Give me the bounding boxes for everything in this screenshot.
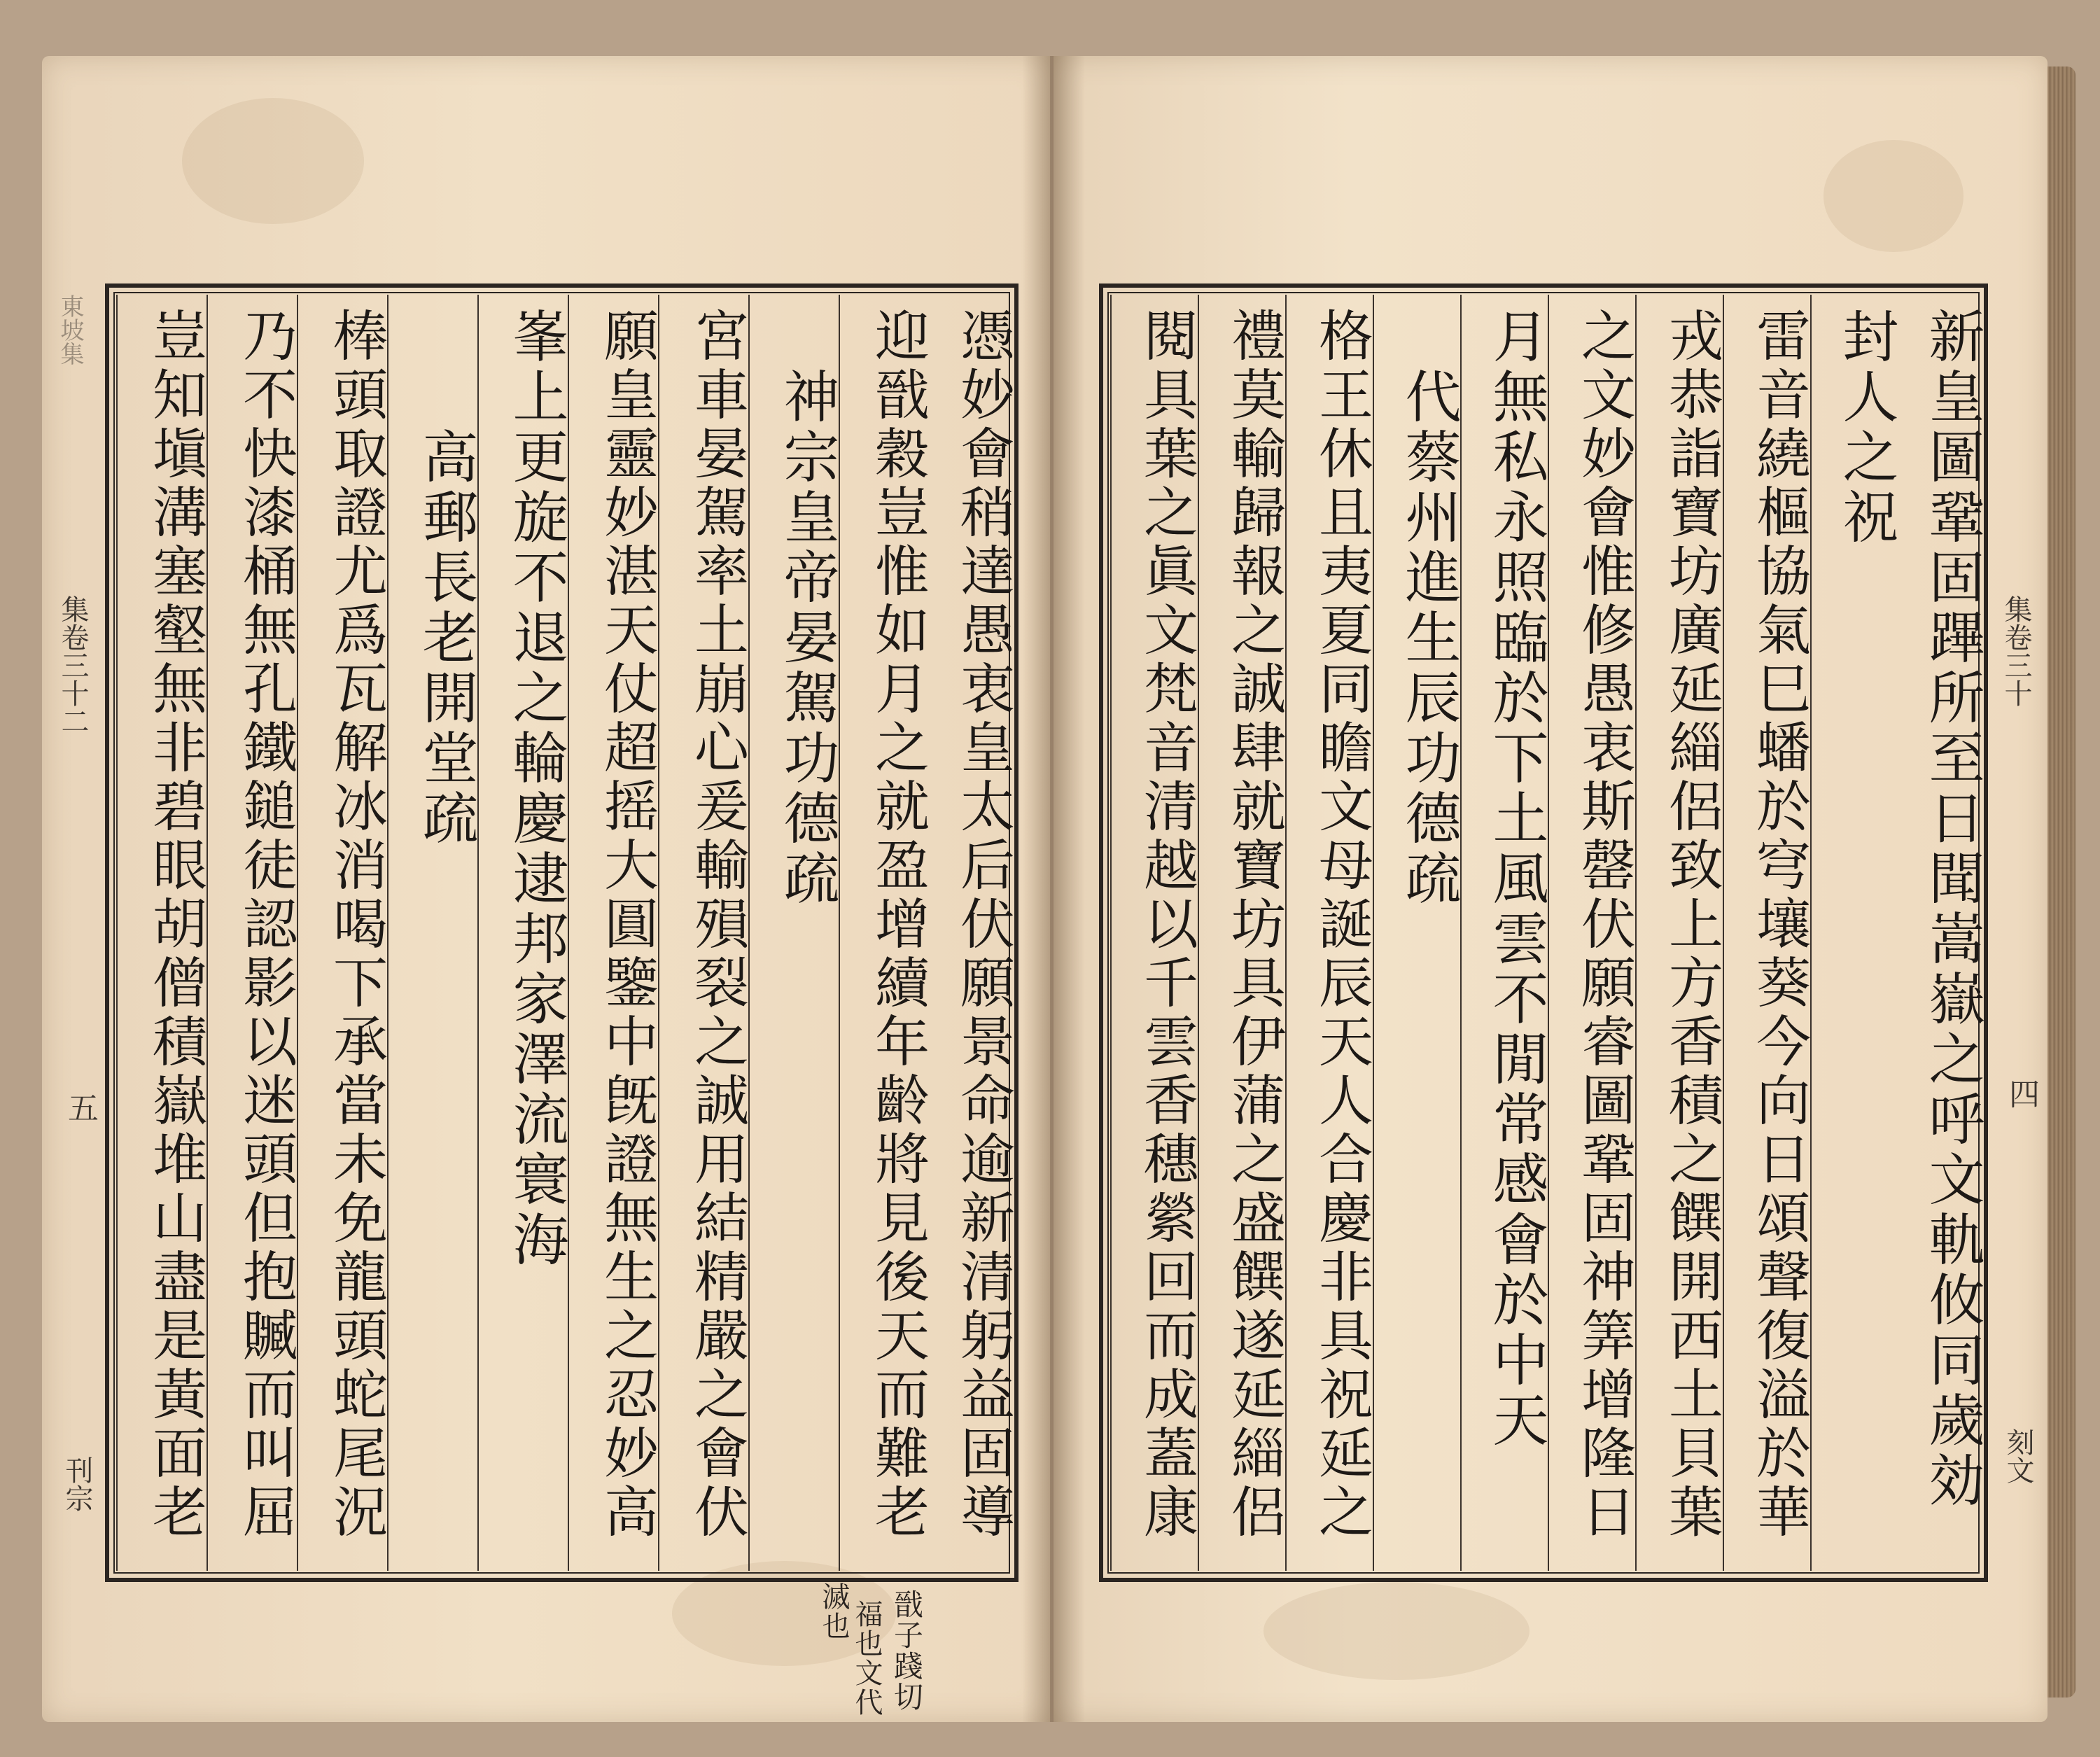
column <box>1285 295 1374 1571</box>
column <box>839 295 930 1571</box>
column-text: 新皇圖鞏固蹕所至日聞嵩嶽之呼文軌攸同歲効 <box>1919 307 1984 1511</box>
column-text: 棒頭取證尤爲瓦解冰消喝下承當未免龍頭蛇尾況 <box>324 307 387 1542</box>
column <box>116 295 208 1571</box>
column <box>1810 295 1899 1571</box>
paper-stain <box>1823 140 1963 252</box>
paper-stain <box>182 98 364 224</box>
paper-stain <box>1264 1582 1530 1680</box>
column <box>206 295 298 1571</box>
column-text: 願皇靈妙湛天仗超摇大圓鑒中旣證無生之忍妙高 <box>595 307 658 1542</box>
column <box>1723 295 1812 1571</box>
left-margin-title: 東坡集 <box>56 294 84 365</box>
left-text-frame <box>105 284 1018 1582</box>
left-columns <box>116 295 1014 1571</box>
column <box>568 295 659 1571</box>
column-text: 之文妙會惟修愚衷斯罄伏願睿圖鞏固神筭增隆日 <box>1572 307 1635 1542</box>
book-gutter <box>1022 56 1085 1722</box>
column-text: 戎恭詣寶坊廣延緇侶致上方香積之饌開西土貝葉 <box>1660 307 1723 1542</box>
column-text: 迎戩穀豈惟如月之就盈增續年齡將見後天而難老 <box>866 307 929 1542</box>
column <box>1460 295 1549 1571</box>
column <box>387 295 479 1571</box>
column-text: 雷音繞樞協氣巳蟠於穹壤葵今向日頌聲復溢於華 <box>1747 307 1810 1542</box>
left-margin-carver: 刊宗 <box>61 1456 93 1512</box>
right-margin-carver: 刻文 <box>2002 1428 2034 1484</box>
column-text: 憑妙會稍達愚衷皇太后伏願景命逾新清躬益固導 <box>951 307 1014 1542</box>
left-margin-volume: 集卷三十二 <box>57 595 89 735</box>
handwritten-annotation: 福也文代 <box>850 1600 883 1717</box>
column <box>658 295 750 1571</box>
column-text: 豈知塡溝塞壑無非碧眼胡僧積嶽堆山盡是黃面老 <box>144 307 206 1542</box>
column <box>297 295 388 1571</box>
column-text: 神宗皇帝晏駕功德疏 <box>774 307 839 909</box>
left-margin-page-number: 五 <box>62 1092 98 1123</box>
handwritten-annotation: 滅也 <box>818 1582 850 1641</box>
column <box>477 295 569 1571</box>
right-margin-volume: 集卷三十 <box>2000 595 2032 707</box>
column-text: 閱具葉之眞文梵音清越以千雲香穗縈回而成蓋康 <box>1135 307 1198 1542</box>
right-margin-page-number: 四 <box>2003 1078 2039 1109</box>
column <box>1373 295 1462 1571</box>
column <box>929 295 1016 1571</box>
column-text: 禮莫輸歸報之誠肆就寶坊具伊蒲之盛饌遂延緇侶 <box>1222 307 1285 1542</box>
column <box>1198 295 1287 1571</box>
column <box>1548 295 1637 1571</box>
column <box>1110 295 1199 1571</box>
column-text: 峯上更旋不退之輪慶逮邦家澤流寰海 <box>503 307 568 1270</box>
column-text: 封人之祝 <box>1833 307 1898 548</box>
column-text: 高郵長老開堂疏 <box>413 307 478 849</box>
column-text: 月無私永照臨於下土風雲不閒常感會於中天 <box>1483 307 1548 1451</box>
column <box>1898 295 1985 1571</box>
column-text: 代蔡州進生辰功德疏 <box>1396 307 1461 909</box>
column-text: 格王休且夷夏同瞻文母誕辰天人合慶非具祝延之 <box>1310 307 1373 1542</box>
column <box>748 295 840 1571</box>
column-text: 乃不快漆桶無孔鐵鎚徒認影以迷頭但抱贓而叫屈 <box>234 307 297 1542</box>
column <box>1635 295 1724 1571</box>
column-text: 宮車晏駕率土崩心爰輸殞裂之誠用結精嚴之會伏 <box>685 307 748 1542</box>
handwritten-annotation: 戩子踐切 <box>890 1589 924 1712</box>
right-columns <box>1110 295 1984 1571</box>
right-text-frame <box>1099 284 1988 1582</box>
